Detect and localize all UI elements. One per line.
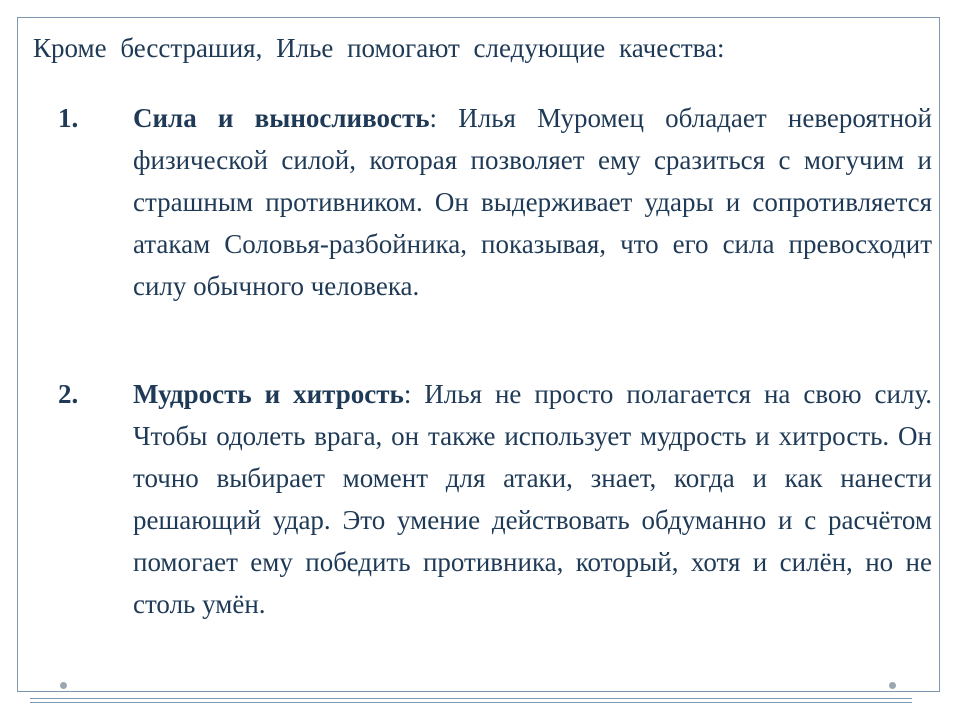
bottom-divider-line <box>30 702 912 703</box>
item-separator: : <box>429 103 438 133</box>
item-body <box>133 373 932 625</box>
intro-text: Кроме бесстрашия, Илье помогают следующие качества: <box>33 33 725 63</box>
decorative-dot-right <box>889 682 896 689</box>
bottom-divider-line <box>30 698 912 699</box>
item-separator: : <box>403 379 412 409</box>
decorative-dot-left <box>60 682 67 689</box>
item-number: 1. <box>58 103 79 133</box>
item-body <box>133 97 932 307</box>
item-text: Илья Муромец обладает невероятной физической силой, которая позволяет ему сразиться с могучим и страшным противником. Он выдерживает удары и сопротивляется атакам Соловья-разбойника, показывая, что его сила превосходит силу обычного человека. <box>133 103 932 301</box>
item-number: 2. <box>58 379 79 409</box>
item-title: Мудрость и хитрость <box>133 379 404 409</box>
item-text: Илья не просто полагается на свою силу. Чтобы одолеть врага, он также использует мудрость и хитрость. Он точно выбирает момент для атаки, знает, когда и как нанести решающий удар. Это умение действовать обдуманно и с расчётом помогает ему победить противника, который, хотя и силён, но не столь умён. <box>133 379 933 619</box>
item-title: Сила и выносливость <box>133 103 430 133</box>
